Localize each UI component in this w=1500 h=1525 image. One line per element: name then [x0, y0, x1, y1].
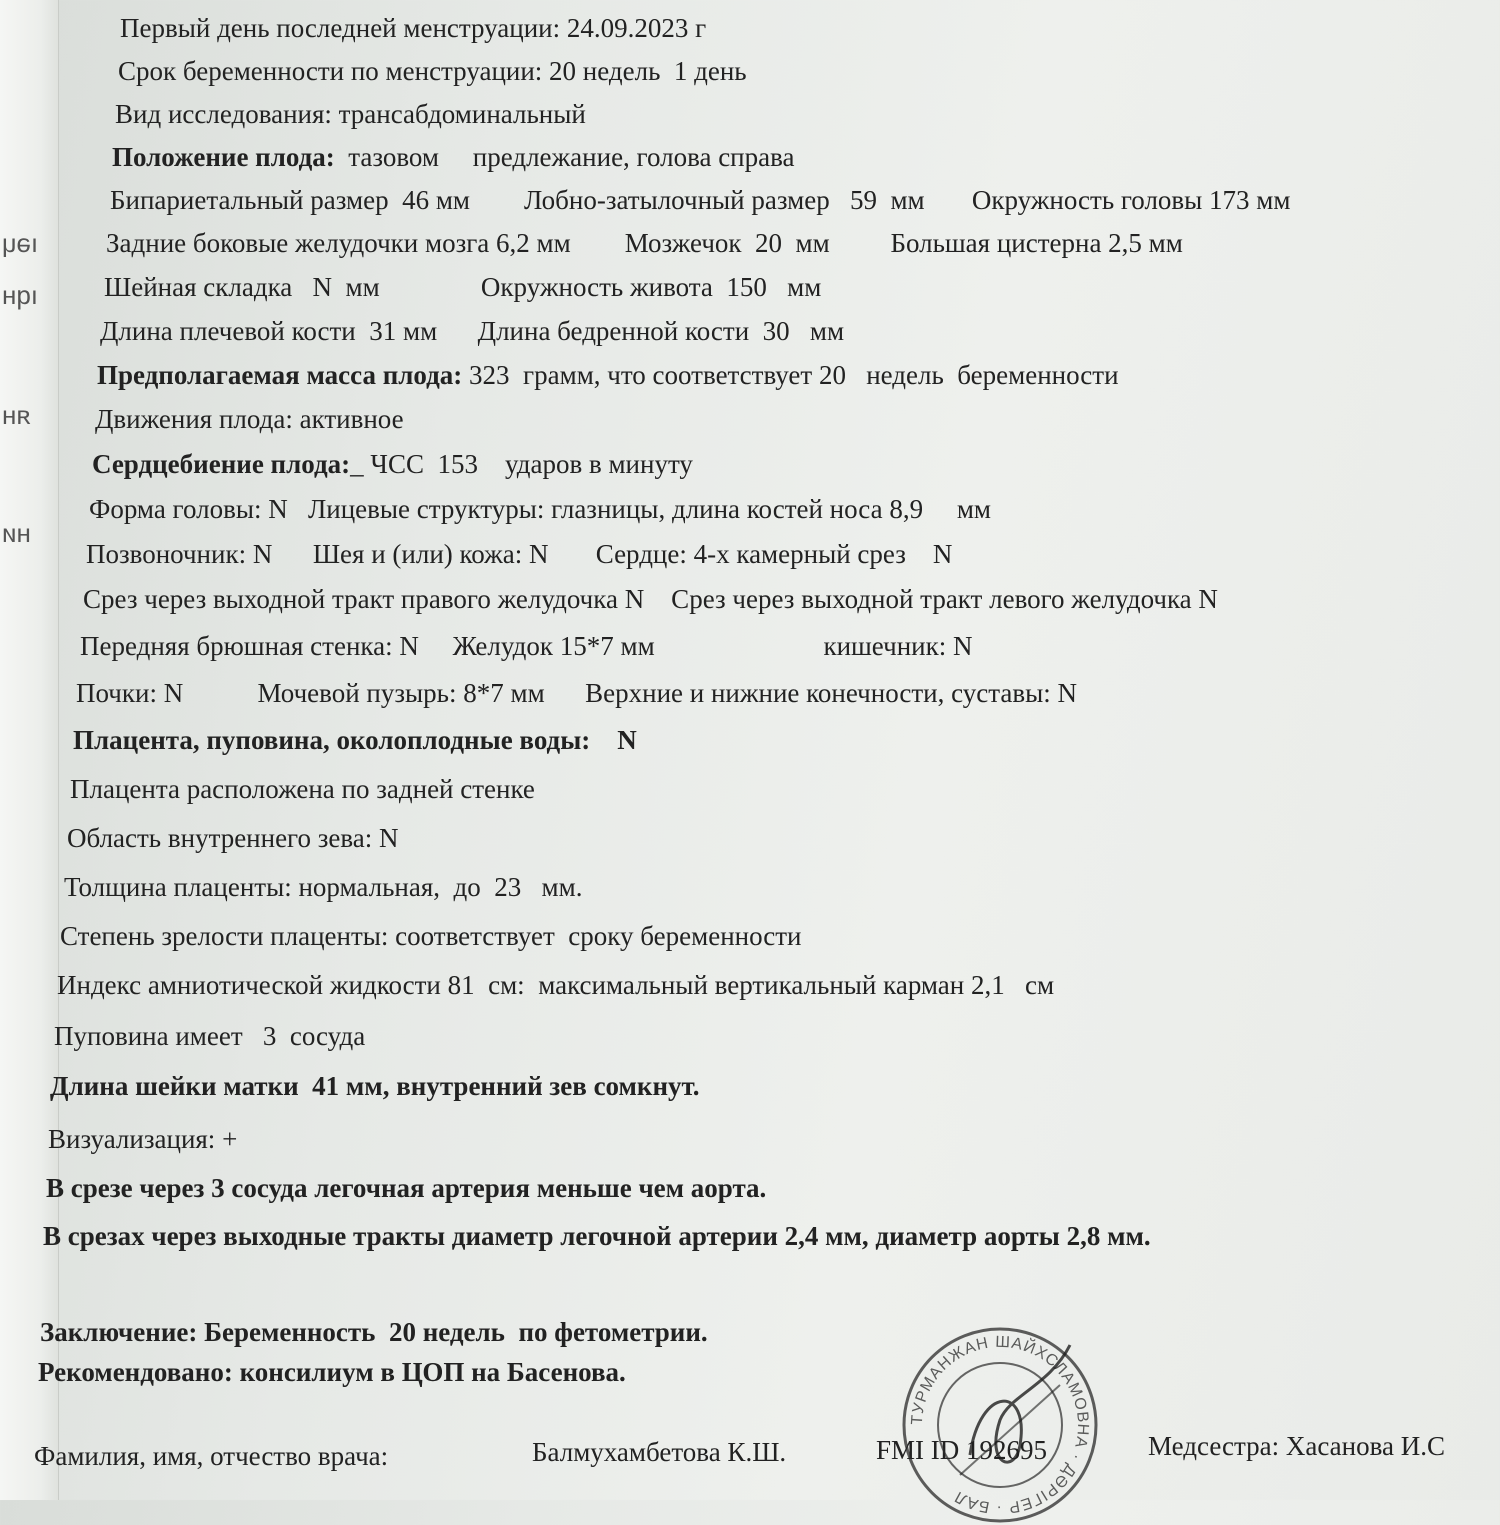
report-line: Форма головы: N Лицевые структуры: глазницы, длина костей носа 8,9 мм — [89, 494, 992, 524]
report-line: Первый день последней менструации: 24.09.2023 г — [120, 13, 707, 43]
report-line: Область внутреннего зева: N — [67, 823, 399, 853]
svg-text:ТУРМАНЖАН ШАЙХСЛАМОВНА · ДӘРІГ: ТУРМАНЖАН ШАЙХСЛАМОВНА · ДӘРІГЕР · БАЛ — [908, 1333, 1092, 1517]
report-line: Пуповина имеет 3 сосуда — [54, 1021, 366, 1051]
doctor-id: FMI ID 192695 — [876, 1435, 1048, 1465]
report-line: Сердцебиение плода:_ ЧСС 153 ударов в минуту — [92, 449, 693, 479]
report-line: Передняя брюшная стенка: N Желудок 15*7 мм кишечник: N — [80, 631, 973, 661]
report-line: Визуализация: + — [48, 1124, 238, 1154]
report-line: Бипариетальный размер 46 мм Лобно-затылочный размер 59 мм Окружность головы 173 мм — [110, 185, 1291, 215]
report-line: Движения плода: активное — [95, 404, 404, 434]
doctor-stamp — [900, 1325, 1100, 1525]
conclusion-line: Заключение: Беременность 20 недель по фетометрии. — [40, 1317, 708, 1347]
edge-fragment: ян — [2, 400, 31, 430]
doctor-label: Фамилия, имя, отчество врача: — [34, 1441, 389, 1471]
edge-fragment: ıqн — [2, 280, 39, 310]
report-line: Шейная складка N мм Окружность живота 150 мм — [104, 272, 822, 302]
report-line: Плацента, пуповина, околоплодные воды: N — [73, 725, 637, 755]
report-line: Предполагаемая масса плода: 323 грамм, что соответствует 20 недель беременности — [97, 360, 1119, 390]
report-line: Почки: N Мочевой пузырь: 8*7 мм Верхние и нижние конечности, суставы: N — [76, 678, 1077, 708]
nurse-name: Медсестра: Хасанова И.С — [1148, 1431, 1445, 1461]
edge-fragment: ıəɥ — [2, 228, 39, 258]
doctor-name: Балмухамбетова К.Ш. — [532, 1437, 787, 1467]
report-line: Срок беременности по менструации: 20 недель 1 день — [118, 56, 747, 86]
edge-fragment: ни — [2, 518, 31, 548]
report-line: Положение плода: тазовом предлежание, голова справа — [112, 142, 795, 172]
report-line: В срезах через выходные тракты диаметр легочной артерии 2,4 мм, диаметр аорты 2,8 мм. — [43, 1221, 1151, 1251]
report-line: В срезе через 3 сосуда легочная артерия меньше чем аорта. — [46, 1173, 767, 1203]
adjacent-page-edge — [0, 0, 59, 1500]
report-line: Срез через выходной тракт правого желудочка N Срез через выходной тракт левого желудочка N — [83, 584, 1218, 614]
report-line: Индекс амниотической жидкости 81 см: максимальный вертикальный карман 2,1 см — [57, 970, 1055, 1000]
report-line: Длина плечевой кости 31 мм Длина бедренной кости 30 мм — [100, 316, 845, 346]
report-line: Позвоночник: N Шея и (или) кожа: N Сердце: 4-х камерный срез N — [86, 539, 953, 569]
report-line: Вид исследования: трансабдоминальный — [115, 99, 586, 129]
recommendation-line: Рекомендовано: консилиум в ЦОП на Басенова. — [38, 1357, 626, 1387]
report-line: Толщина плаценты: нормальная, до 23 мм. — [64, 872, 583, 902]
report-line: Степень зрелости плаценты: соответствует сроку беременности — [60, 921, 802, 951]
report-line: Задние боковые желудочки мозга 6,2 мм Мозжечок 20 мм Большая цистерна 2,5 мм — [106, 228, 1183, 258]
report-line: Длина шейки матки 41 мм, внутренний зев сомкнут. — [50, 1071, 700, 1101]
report-line: Плацента расположена по задней стенке — [70, 774, 535, 804]
